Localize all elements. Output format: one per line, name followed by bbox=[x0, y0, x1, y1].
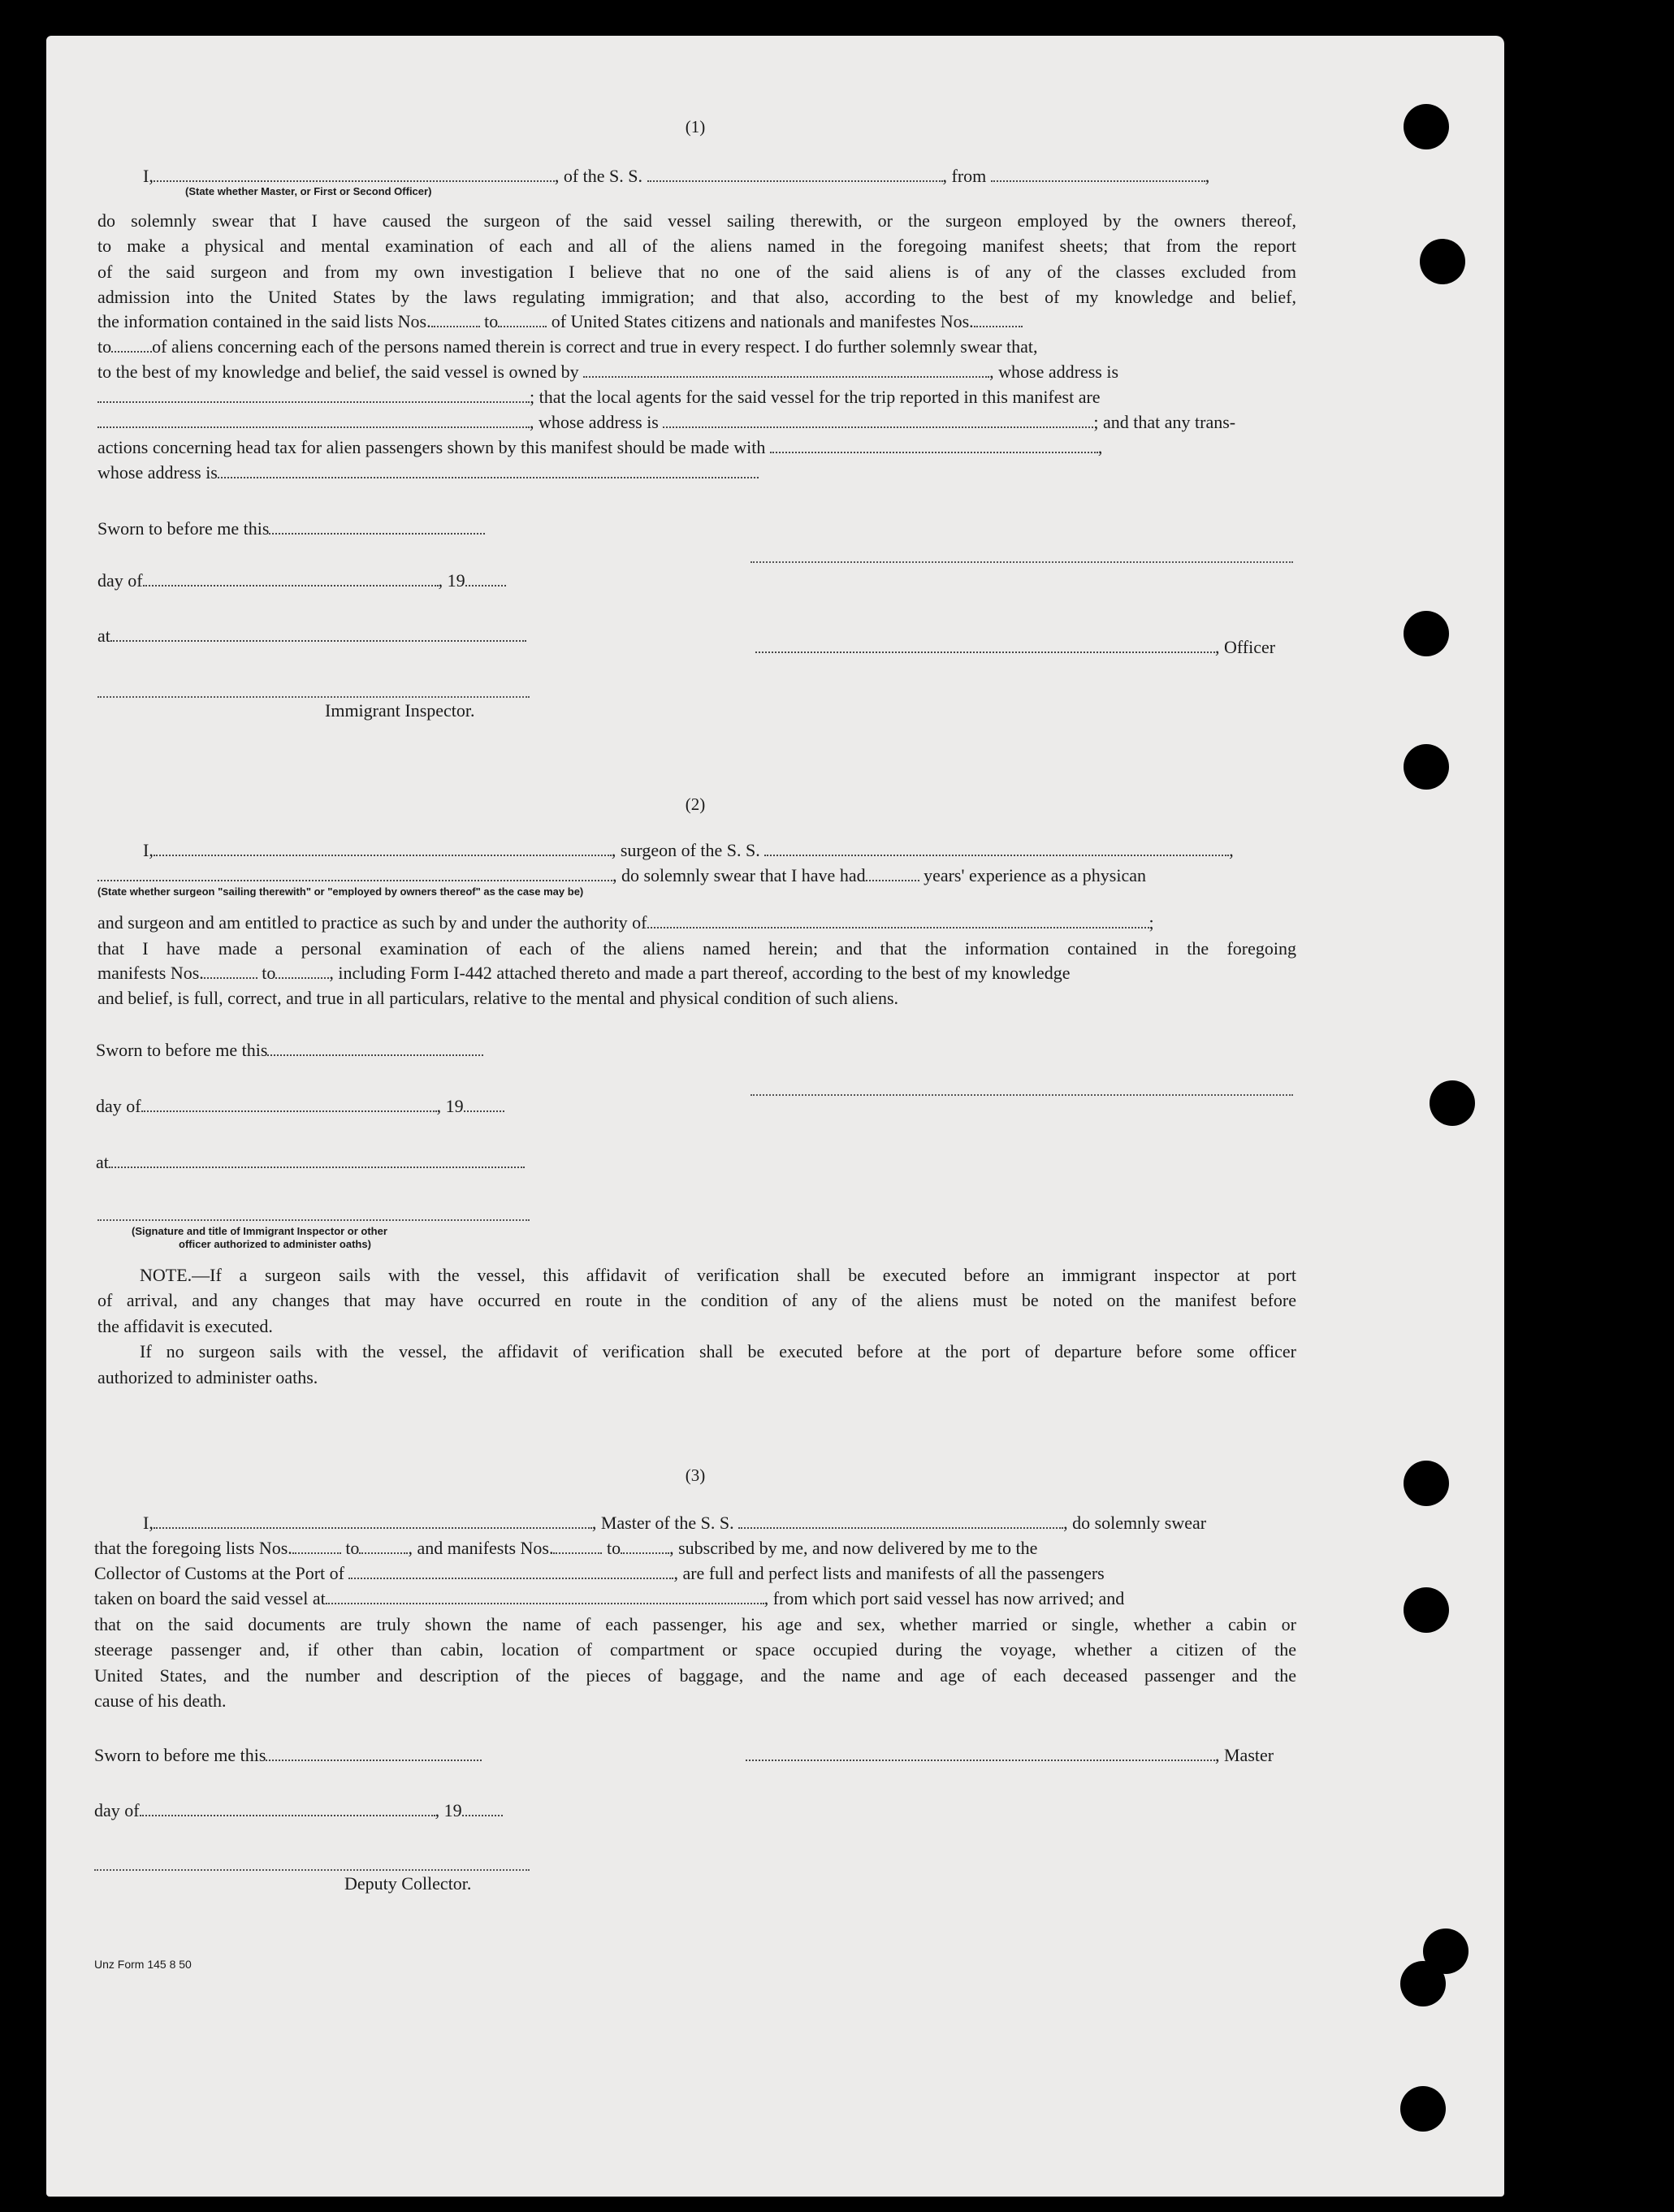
text: and surgeon and am entitled to practice as such by and under the authority of bbox=[97, 912, 647, 933]
day-line bbox=[96, 1094, 504, 1119]
section-number: (1) bbox=[685, 117, 706, 136]
oath-line bbox=[97, 310, 1023, 334]
body-line: that on the said documents are truly shown the name of each passenger, his age and sex, whether married or single, whether a cabin or bbox=[94, 1614, 1296, 1634]
text: whose address is bbox=[97, 462, 218, 483]
binder-hole bbox=[1404, 744, 1449, 790]
text: day of bbox=[96, 1096, 141, 1116]
oath-line bbox=[97, 360, 1118, 384]
officer-name-field[interactable] bbox=[154, 166, 555, 182]
text: , of the S. S. bbox=[554, 166, 643, 186]
body-line: of the said surgeon and from my own investigation I believe that no one of the said aliens is of any of the classes excluded from bbox=[97, 261, 1296, 282]
owner-address-field[interactable] bbox=[97, 387, 530, 403]
signature-caption: officer authorized to administer oaths) bbox=[179, 1238, 371, 1250]
signer-title: Deputy Collector. bbox=[344, 1873, 472, 1894]
text: , Master of the S. S. bbox=[591, 1513, 734, 1533]
text: , whose address is bbox=[530, 412, 659, 432]
sworn-date-field[interactable] bbox=[267, 1040, 483, 1056]
manifest-from-field[interactable] bbox=[974, 311, 1023, 327]
sworn-date-field[interactable] bbox=[266, 1745, 482, 1761]
text: , subscribed by me, and now delivered by me to the bbox=[669, 1538, 1038, 1558]
binder-hole bbox=[1404, 611, 1449, 656]
text: , 19 bbox=[435, 1800, 462, 1820]
surgeon-status-field[interactable] bbox=[97, 865, 612, 881]
oath-line bbox=[97, 385, 1101, 409]
text: of United States citizens and nationals and manifestes Nos. bbox=[551, 311, 974, 331]
note-line: authorized to administer oaths. bbox=[97, 1366, 318, 1387]
text: manifests Nos. bbox=[97, 963, 204, 983]
text: , whose address is bbox=[989, 361, 1119, 382]
text: Sworn to before me this bbox=[94, 1745, 266, 1765]
day-line bbox=[97, 569, 506, 593]
text: of aliens concerning each of the persons named therein is correct and true in every respect. I do further solemnly swear that, bbox=[152, 336, 1038, 357]
oath-line bbox=[97, 864, 1146, 888]
text: , do solemnly swear that I have had bbox=[612, 865, 866, 885]
manifest-to-field[interactable] bbox=[111, 336, 152, 353]
text: , are full and perfect lists and manifests of all the passengers bbox=[673, 1563, 1105, 1583]
signature-line[interactable] bbox=[750, 1093, 1293, 1096]
text: ; that the local agents for the said vessel for the trip reported in this manifest are bbox=[530, 387, 1101, 407]
from-port-field[interactable] bbox=[991, 166, 1205, 182]
binder-hole bbox=[1400, 1961, 1446, 2006]
signature-line[interactable] bbox=[750, 561, 1293, 563]
body-line: admission into the United States by the laws regulating immigration; and that also, according to the best of my knowledge and belief, bbox=[97, 287, 1296, 308]
manifest-from-field[interactable] bbox=[553, 1538, 602, 1554]
text: day of bbox=[94, 1800, 140, 1820]
text: that the foregoing lists Nos. bbox=[94, 1538, 292, 1558]
boarding-port-field[interactable] bbox=[326, 1588, 764, 1604]
text: actions concerning head tax for alien passengers shown by this manifest should be made with bbox=[97, 437, 766, 457]
year-field[interactable] bbox=[462, 1800, 503, 1816]
ship-name-field[interactable] bbox=[764, 840, 1229, 856]
oath-line bbox=[94, 1586, 1124, 1611]
text: Sworn to before me this bbox=[97, 518, 270, 539]
authority-field[interactable] bbox=[647, 912, 1149, 929]
oath-line bbox=[143, 1511, 1206, 1535]
officer-line bbox=[755, 635, 1275, 660]
text: , and manifests Nos. bbox=[408, 1538, 554, 1558]
collector-signature-line[interactable] bbox=[94, 1868, 530, 1871]
oath-body bbox=[97, 208, 1296, 310]
text: to bbox=[484, 311, 499, 331]
form-number: Unz Form 145 8 50 bbox=[94, 1958, 192, 1971]
oath-line bbox=[97, 410, 1235, 435]
body-line: cause of his death. bbox=[94, 1690, 227, 1712]
text: , 19 bbox=[436, 1096, 464, 1116]
note-line: NOTE.—If a surgeon sails with the vessel, this affidavit of verification shall be executed before an immigrant inspector at port bbox=[140, 1265, 1296, 1285]
text: Collector of Customs at the Port of bbox=[94, 1563, 344, 1583]
officer-signature-field[interactable] bbox=[755, 637, 1215, 653]
body-line: do solemnly swear that I have caused the surgeon of the said vessel sailing therewith, or the surgeon employed by the owners thereof, bbox=[97, 210, 1296, 231]
head-tax-address-field[interactable] bbox=[218, 462, 759, 478]
text: ; and that any trans- bbox=[1093, 412, 1236, 432]
ship-name-field[interactable] bbox=[738, 1513, 1063, 1529]
owner-field[interactable] bbox=[583, 361, 989, 378]
text: to bbox=[606, 1538, 621, 1558]
oath-body bbox=[97, 936, 1296, 961]
master-signature-field[interactable] bbox=[746, 1745, 1215, 1761]
place-field[interactable] bbox=[109, 1152, 525, 1168]
note-line: the affidavit is executed. bbox=[97, 1315, 273, 1336]
body-line: that I have made a personal examination of each of the aliens named herein; and that the information contained in the foregoing bbox=[97, 938, 1296, 959]
month-field[interactable] bbox=[140, 1800, 435, 1816]
oath-line: I, , of the S. S. , from , bbox=[143, 166, 1210, 186]
lists-from-field[interactable] bbox=[292, 1538, 341, 1554]
binder-hole bbox=[1420, 239, 1465, 284]
section-number: (3) bbox=[685, 1465, 706, 1485]
oath-line: actions concerning head tax for alien passengers shown by this manifest should be made with , bbox=[97, 437, 1103, 457]
inspector-signature-line[interactable] bbox=[97, 1219, 530, 1221]
signature-caption: (Signature and title of Immigrant Inspector or other bbox=[132, 1225, 387, 1237]
at-line bbox=[97, 624, 526, 648]
oath-line: and surgeon and am entitled to practice as such by and under the authority of ; bbox=[97, 912, 1154, 933]
month-field[interactable] bbox=[141, 1096, 437, 1112]
note-line: of arrival, and any changes that may have occurred en route in the condition of any of the aliens must be noted on the manifest before bbox=[97, 1290, 1296, 1311]
text: at bbox=[97, 626, 110, 646]
text: taken on board the said vessel at bbox=[94, 1588, 326, 1608]
binder-hole bbox=[1400, 2086, 1446, 2132]
year-field[interactable] bbox=[464, 1096, 504, 1112]
manifest-to-field[interactable] bbox=[275, 963, 329, 979]
year-field[interactable] bbox=[465, 570, 506, 587]
text: day of bbox=[97, 570, 143, 591]
place-field[interactable] bbox=[110, 626, 526, 642]
oath-line bbox=[94, 1536, 1037, 1561]
text: I, bbox=[143, 166, 154, 186]
surgeon-name-field[interactable] bbox=[154, 840, 612, 856]
sworn-date-field[interactable] bbox=[269, 518, 485, 535]
oath-body bbox=[94, 1612, 1296, 1714]
oath-line bbox=[97, 961, 1070, 985]
oath-line bbox=[97, 986, 898, 1011]
oath-line: I, , surgeon of the S. S. , bbox=[143, 840, 1234, 860]
text: to bbox=[345, 1538, 360, 1558]
text: and belief, is full, correct, and true in all particulars, relative to the mental and physical condition of such aliens. bbox=[97, 988, 899, 1008]
manifest-to-field[interactable] bbox=[621, 1538, 669, 1554]
text: to the best of my knowledge and belief, the said vessel is owned by bbox=[97, 361, 579, 382]
text: , from which port said vessel has now arrived; and bbox=[763, 1588, 1125, 1608]
text: , including Form I-442 attached thereto and made a part thereof, according to the best of my knowledge bbox=[329, 963, 1071, 983]
text: at bbox=[96, 1152, 109, 1172]
text: I, bbox=[143, 840, 154, 860]
oath-line bbox=[94, 1561, 1105, 1586]
sworn-line bbox=[96, 1038, 483, 1063]
text: , surgeon of the S. S. bbox=[611, 840, 760, 860]
body-line: steerage passenger and, if other than cabin, location of compartment or space occupied during the voyage, whether a citizen of the bbox=[94, 1639, 1296, 1660]
binder-hole bbox=[1404, 1461, 1449, 1506]
signer-title: Immigrant Inspector. bbox=[325, 700, 475, 721]
section-number: (2) bbox=[685, 794, 706, 814]
text: to bbox=[97, 336, 112, 357]
field-caption: (State whether surgeon "sailing therewith" or "employed by owners thereof" as the case may be) bbox=[97, 885, 584, 898]
note bbox=[97, 1262, 1296, 1390]
body-line: to make a physical and mental examination of each and all of the aliens named in the foregoing manifest sheets; that from the report bbox=[97, 236, 1296, 257]
binder-hole bbox=[1430, 1080, 1475, 1126]
binder-hole bbox=[1404, 104, 1449, 149]
day-line bbox=[94, 1799, 503, 1823]
text: years' experience as a physican bbox=[924, 865, 1147, 885]
head-tax-contact-field[interactable] bbox=[770, 437, 1098, 453]
agents-field[interactable] bbox=[97, 412, 530, 428]
lists-to-field[interactable] bbox=[359, 1538, 408, 1554]
text: to bbox=[262, 963, 276, 983]
note-line: If no surgeon sails with the vessel, the affidavit of verification shall be executed before at the port of departure before some officer bbox=[140, 1341, 1296, 1362]
years-field[interactable] bbox=[866, 865, 919, 881]
port-field[interactable] bbox=[348, 1563, 673, 1579]
text: , 19 bbox=[438, 570, 465, 591]
inspector-signature-line[interactable] bbox=[97, 695, 530, 698]
body-line: United States, and the number and description of the pieces of baggage, and the name and age of each deceased passenger and the bbox=[94, 1664, 1296, 1686]
manifest-from-field[interactable] bbox=[204, 963, 257, 979]
text: I, bbox=[143, 1513, 154, 1533]
text: , do solemnly swear bbox=[1063, 1513, 1207, 1533]
month-field[interactable] bbox=[143, 570, 439, 587]
sworn-line bbox=[94, 1743, 482, 1768]
at-line bbox=[96, 1150, 525, 1175]
lists-from-field[interactable] bbox=[431, 311, 480, 327]
sworn-line bbox=[97, 517, 485, 541]
lists-to-field[interactable] bbox=[498, 311, 547, 327]
agents-address-field[interactable] bbox=[663, 412, 1093, 428]
text: , Master bbox=[1215, 1745, 1274, 1765]
text: , from bbox=[942, 166, 987, 186]
field-caption: (State whether Master, or First or Second Officer) bbox=[185, 185, 432, 197]
text: , Officer bbox=[1215, 637, 1276, 657]
text: the information contained in the said lists Nos. bbox=[97, 311, 431, 331]
ship-name-field[interactable] bbox=[647, 166, 943, 182]
oath-line bbox=[97, 335, 1038, 359]
master-line bbox=[746, 1743, 1274, 1768]
oath-line bbox=[97, 461, 759, 485]
binder-hole bbox=[1404, 1587, 1449, 1633]
text: Sworn to before me this bbox=[96, 1040, 268, 1060]
master-name-field[interactable] bbox=[154, 1513, 592, 1529]
